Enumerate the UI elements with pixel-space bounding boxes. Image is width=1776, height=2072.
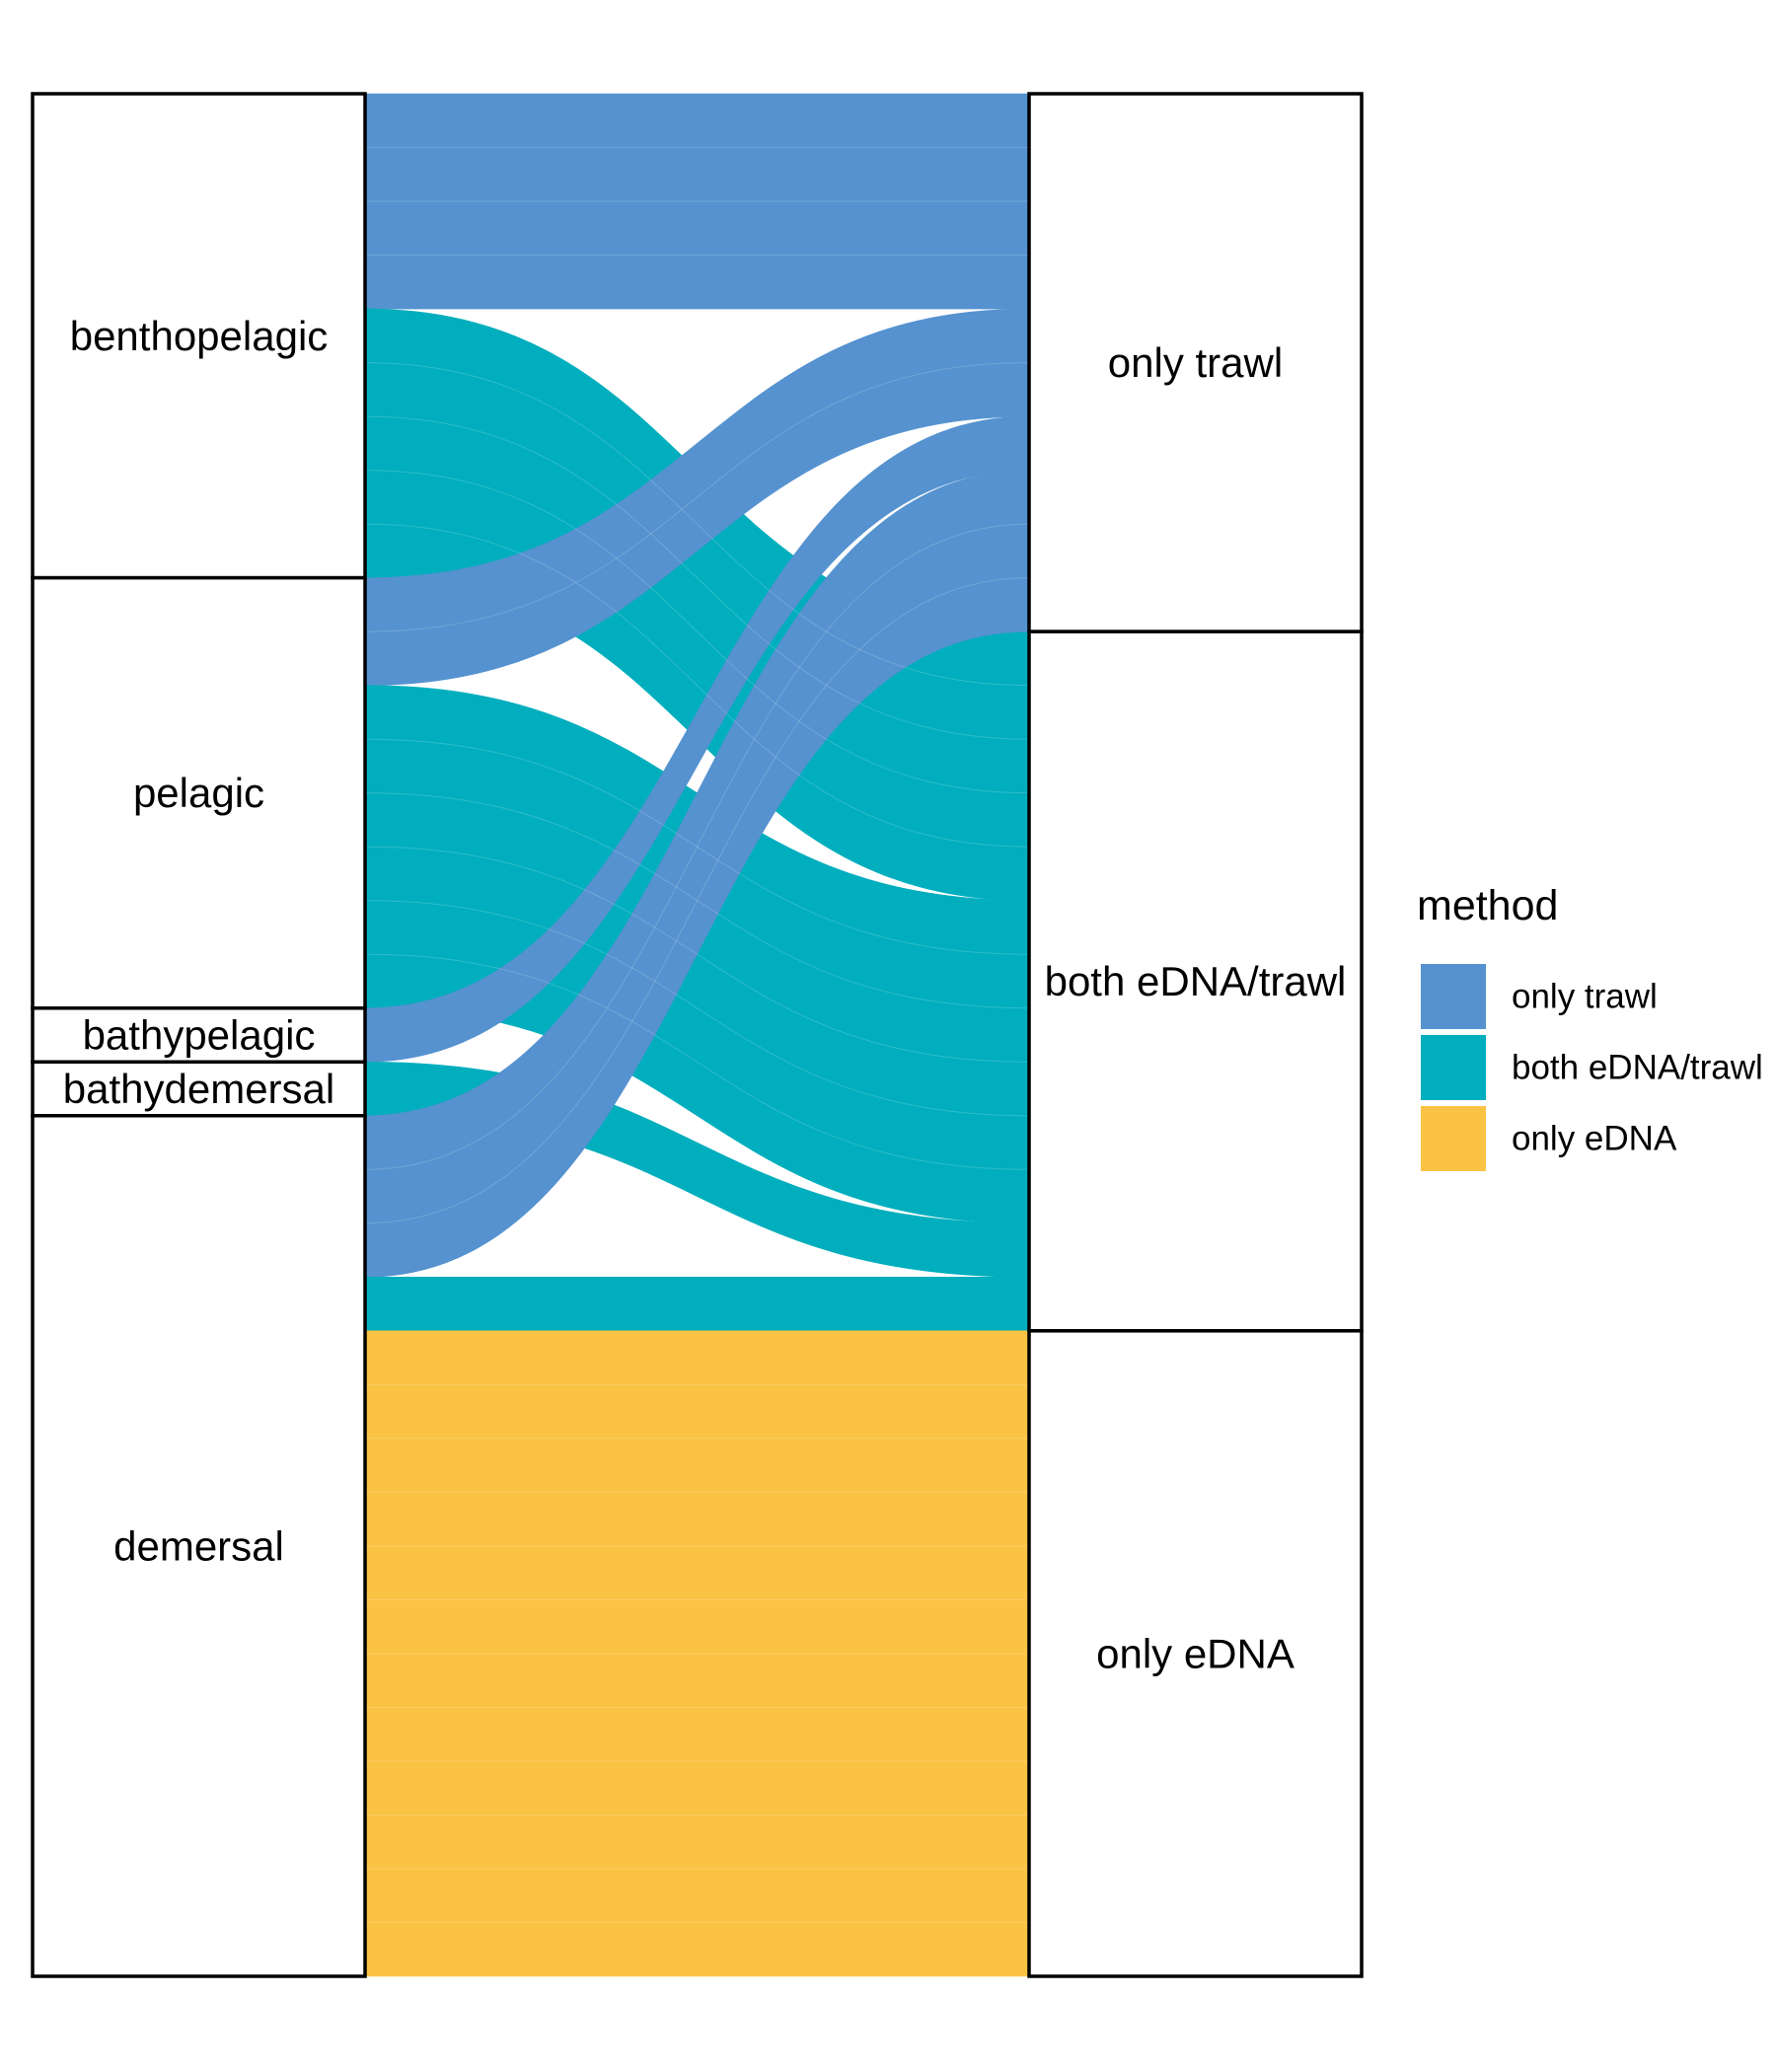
flow-demersal-to-both-edna-trawl [365, 1277, 1029, 1331]
left-stratum-label: pelagic [132, 770, 265, 817]
stratum-benthopelagic [33, 94, 365, 578]
flows [365, 94, 1029, 1976]
flow-ribbon [365, 1384, 1029, 1439]
legend [1417, 882, 1763, 1171]
flow-ribbon [365, 94, 1029, 148]
legend-label-only-trawl: only trawl [1512, 977, 1658, 1016]
stratum-bathypelagic [33, 1008, 365, 1063]
left-stratum-label: demersal [113, 1522, 284, 1570]
flow-ribbon [365, 1654, 1029, 1708]
left-stratum-label: bathydemersal [62, 1066, 335, 1113]
flow-ribbon [365, 1439, 1029, 1493]
stratum-demersal [33, 1116, 365, 1976]
flow-ribbon [365, 1277, 1029, 1331]
stratum-only-edna [1029, 1331, 1362, 1976]
right-stratum-label: only eDNA [1096, 1630, 1295, 1677]
flow-ribbon [365, 1707, 1029, 1761]
legend-key-both-edna-trawl [1421, 1035, 1486, 1100]
legend-key-only-trawl [1421, 964, 1486, 1029]
stratum-both-edna-trawl [1029, 631, 1362, 1331]
flow-ribbon [365, 1922, 1029, 1976]
flow-ribbon [365, 1331, 1029, 1385]
flow-ribbon [365, 148, 1029, 202]
flow-ribbon [365, 1814, 1029, 1869]
stratum-bathydemersal [33, 1062, 365, 1116]
left-stratum-label: bathypelagic [82, 1011, 316, 1059]
legend-label-both-edna-trawl: both eDNA/trawl [1512, 1048, 1763, 1087]
flow-ribbon [365, 1869, 1029, 1923]
flow-ribbon [365, 1761, 1029, 1815]
right-stratum-label: both eDNA/trawl [1044, 957, 1347, 1004]
flow-ribbon [365, 1599, 1029, 1654]
legend-label-only-edna: only eDNA [1512, 1119, 1677, 1158]
stratum-pelagic [33, 578, 365, 1008]
flow-ribbon [365, 201, 1029, 256]
legend-title: method [1417, 882, 1559, 929]
right-stratum-label: only trawl [1107, 339, 1284, 387]
left-stratum-label: benthopelagic [69, 312, 329, 359]
flow-ribbon [365, 1546, 1029, 1600]
legend-key-only-edna [1421, 1106, 1486, 1171]
flow-ribbon [365, 256, 1029, 310]
flow-ribbon [365, 1492, 1029, 1546]
stratum-only-trawl [1029, 94, 1362, 631]
